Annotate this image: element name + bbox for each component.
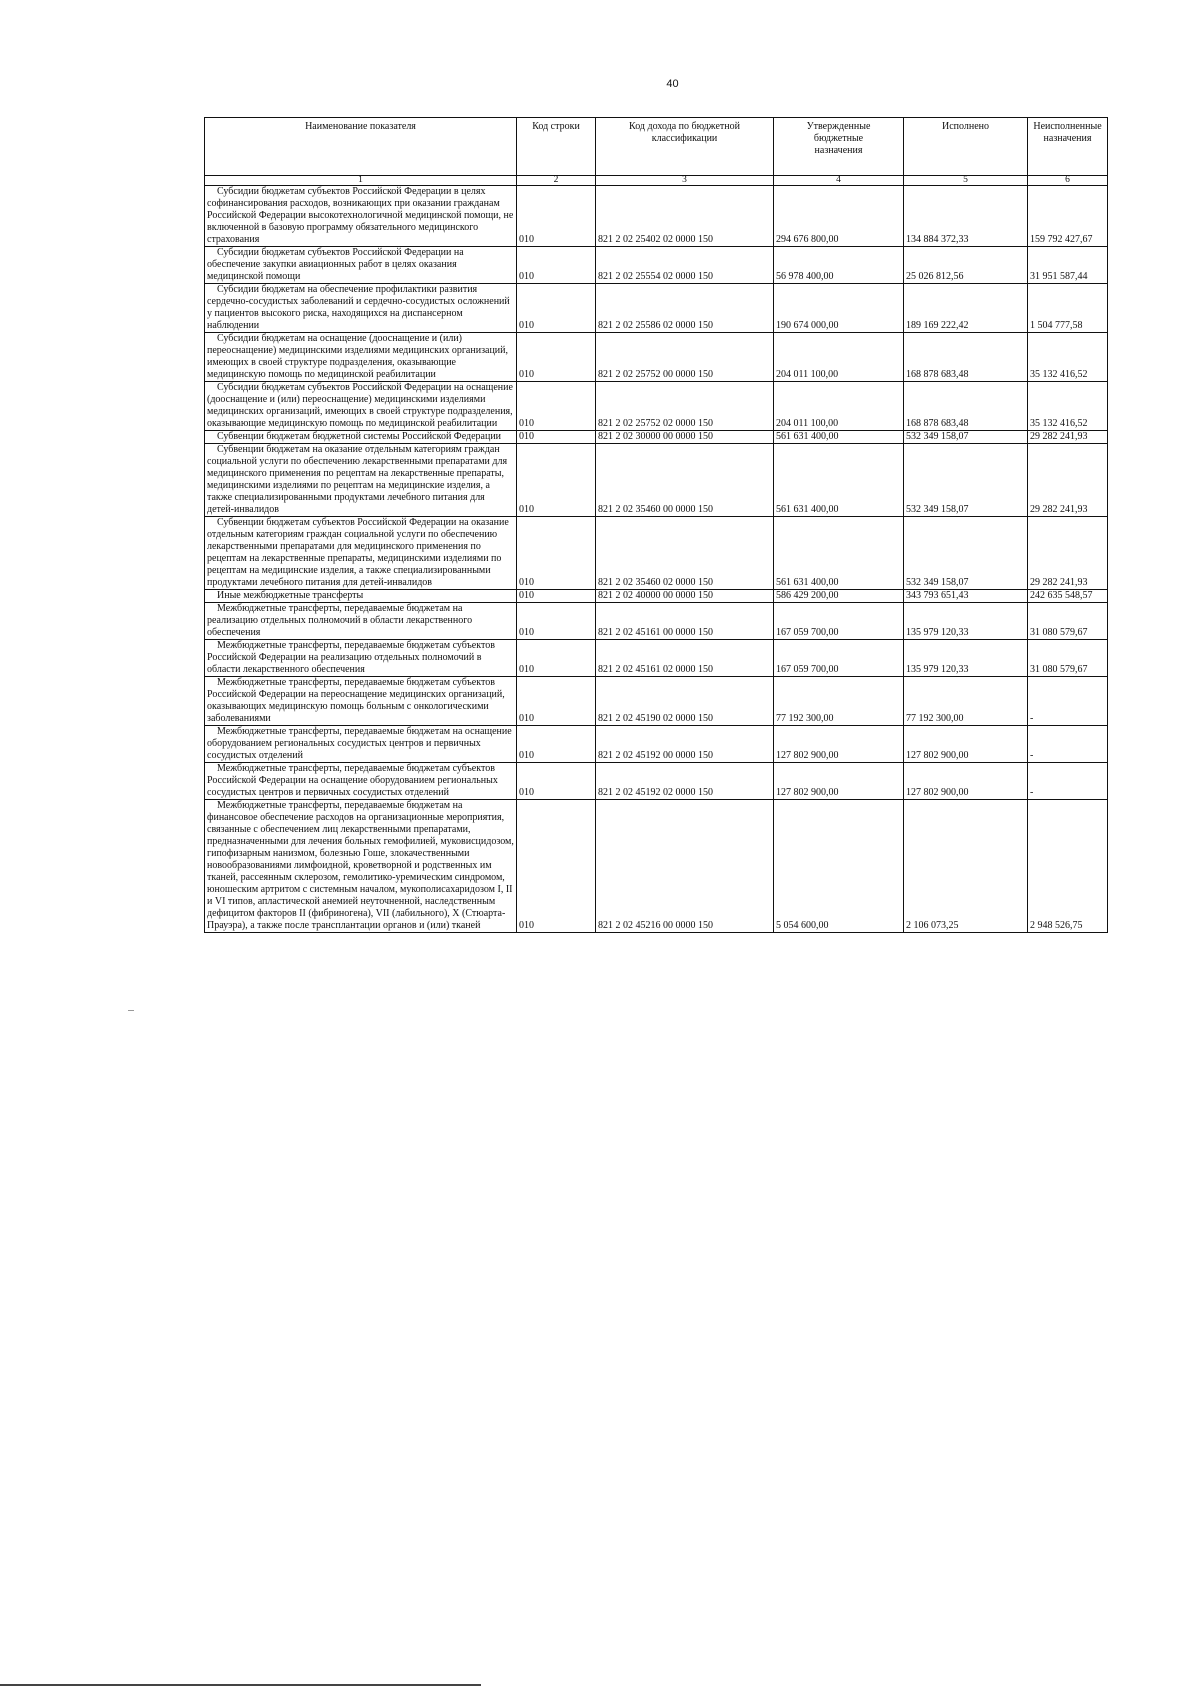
table-body	[205, 186, 1108, 933]
column-number: 6	[1028, 176, 1108, 186]
row-name: Межбюджетные трансферты, передаваемые бюджетам на реализацию отдельных полномочий в области лекарственного обеспечения	[205, 603, 517, 640]
row-unexecuted: 242 635 548,57	[1028, 590, 1108, 603]
row-income-code: 821 2 02 45161 00 0000 150	[596, 603, 774, 640]
column-number: 1	[205, 176, 517, 186]
header-income-code: Код дохода по бюджетной классификации	[596, 118, 774, 176]
column-number: 3	[596, 176, 774, 186]
row-line-code: 010	[517, 444, 596, 517]
row-approved: 190 674 000,00	[774, 284, 904, 333]
column-number: 5	[904, 176, 1028, 186]
column-number: 2	[517, 176, 596, 186]
row-line-code: 010	[517, 284, 596, 333]
row-approved: 586 429 200,00	[774, 590, 904, 603]
row-approved: 56 978 400,00	[774, 247, 904, 284]
header-unexecuted: Неисполненные назначения	[1028, 118, 1108, 176]
row-executed: 189 169 222,42	[904, 284, 1028, 333]
row-income-code: 821 2 02 35460 02 0000 150	[596, 517, 774, 590]
row-line-code: 010	[517, 247, 596, 284]
row-approved: 561 631 400,00	[774, 517, 904, 590]
row-unexecuted: 31 951 587,44	[1028, 247, 1108, 284]
table-row	[205, 677, 1108, 726]
table-row	[205, 726, 1108, 763]
row-line-code: 010	[517, 677, 596, 726]
row-approved: 167 059 700,00	[774, 603, 904, 640]
row-executed: 25 026 812,56	[904, 247, 1028, 284]
row-executed: 135 979 120,33	[904, 603, 1028, 640]
row-approved: 77 192 300,00	[774, 677, 904, 726]
table-row	[205, 800, 1108, 933]
row-line-code: 010	[517, 763, 596, 800]
row-unexecuted: 29 282 241,93	[1028, 444, 1108, 517]
row-unexecuted: 35 132 416,52	[1028, 333, 1108, 382]
row-line-code: 010	[517, 333, 596, 382]
row-approved: 167 059 700,00	[774, 640, 904, 677]
row-name: Межбюджетные трансферты, передаваемые бюджетам субъектов Российской Федерации на реализацию отдельных полномочий в области лекарственного обеспечения	[205, 640, 517, 677]
row-executed: 77 192 300,00	[904, 677, 1028, 726]
row-income-code: 821 2 02 25752 00 0000 150	[596, 333, 774, 382]
row-name: Межбюджетные трансферты, передаваемые бюджетам субъектов Российской Федерации на переоснащение медицинских организаций, оказывающих медицинскую помощь больным с онкологическими заболеваниями	[205, 677, 517, 726]
header-approved: Утвержденные бюджетные назначения	[774, 118, 904, 176]
row-income-code: 821 2 02 25752 02 0000 150	[596, 382, 774, 431]
column-number-row	[205, 176, 1108, 186]
row-approved: 127 802 900,00	[774, 763, 904, 800]
row-name: Субсидии бюджетам на оснащение (дооснащение и (или) переоснащение) медицинскими изделиями медицинских организаций, имеющих в своей структуре подразделения, оказывающие медицинскую помощь по медицинской реабилитации	[205, 333, 517, 382]
row-name: Межбюджетные трансферты, передаваемые бюджетам субъектов Российской Федерации на оснащение оборудованием региональных сосудистых центров и первичных сосудистых отделений	[205, 763, 517, 800]
page-number: 40	[666, 78, 679, 90]
table-row	[205, 284, 1108, 333]
header-executed: Исполнено	[904, 118, 1028, 176]
row-name: Субсидии бюджетам на обеспечение профилактики развития сердечно-сосудистых заболеваний и сердечно-сосудистых осложнений у пациентов высокого риска, находящихся на диспансерном наблюдении	[205, 284, 517, 333]
row-executed: 532 349 158,07	[904, 517, 1028, 590]
table-header-row	[205, 118, 1108, 176]
row-income-code: 821 2 02 25554 02 0000 150	[596, 247, 774, 284]
row-executed: 532 349 158,07	[904, 444, 1028, 517]
row-income-code: 821 2 02 45216 00 0000 150	[596, 800, 774, 933]
row-unexecuted: 35 132 416,52	[1028, 382, 1108, 431]
row-unexecuted: -	[1028, 726, 1108, 763]
row-approved: 561 631 400,00	[774, 431, 904, 444]
row-executed: 168 878 683,48	[904, 333, 1028, 382]
row-executed: 532 349 158,07	[904, 431, 1028, 444]
row-executed: 134 884 372,33	[904, 186, 1028, 247]
row-income-code: 821 2 02 40000 00 0000 150	[596, 590, 774, 603]
scan-edge-line	[0, 1684, 481, 1686]
budget-execution-table	[204, 117, 1108, 933]
row-income-code: 821 2 02 30000 00 0000 150	[596, 431, 774, 444]
table-row	[205, 333, 1108, 382]
row-name: Межбюджетные трансферты, передаваемые бюджетам на финансовое обеспечение расходов на организационные мероприятия, связанные с обеспечением лиц лекарственными препаратами, предназначенными для лечения больных гемофилией, муковисцидозом, гипофизарным нанизмом, болезнью Гоше, злокачественными новообразованиями лимфоидной, кроветворной и родственных им тканей, рассеянным склерозом, гемолитико-уремическим синдромом, юношеским артритом с системным началом, мукополисахаридозом I, II и VI типов, апластической анемией неуточненной, наследственным дефицитом факторов II (фибриногена), VII (лабильного), X (Стюарта-Прауэра), а также после трансплантации органов и (или) тканей	[205, 800, 517, 933]
row-line-code: 010	[517, 603, 596, 640]
row-approved: 204 011 100,00	[774, 333, 904, 382]
row-line-code: 010	[517, 382, 596, 431]
row-unexecuted: 29 282 241,93	[1028, 517, 1108, 590]
row-approved: 127 802 900,00	[774, 726, 904, 763]
row-income-code: 821 2 02 45192 00 0000 150	[596, 726, 774, 763]
row-unexecuted: 29 282 241,93	[1028, 431, 1108, 444]
row-executed: 343 793 651,43	[904, 590, 1028, 603]
row-line-code: 010	[517, 186, 596, 247]
table-row	[205, 247, 1108, 284]
table-row	[205, 603, 1108, 640]
row-unexecuted: 2 948 526,75	[1028, 800, 1108, 933]
row-executed: 168 878 683,48	[904, 382, 1028, 431]
table-row	[205, 590, 1108, 603]
row-line-code: 010	[517, 590, 596, 603]
row-unexecuted: 159 792 427,67	[1028, 186, 1108, 247]
header-indicator-name: Наименование показателя	[205, 118, 517, 176]
row-approved: 5 054 600,00	[774, 800, 904, 933]
row-income-code: 821 2 02 35460 00 0000 150	[596, 444, 774, 517]
table-row	[205, 431, 1108, 444]
table-row	[205, 517, 1108, 590]
row-name: Субвенции бюджетам на оказание отдельным категориям граждан социальной услуги по обеспечению лекарственными препаратами для медицинского применения по рецептам на лекарственные препараты, медицинскими изделиями по рецептам на медицинские изделия, а также специализированными продуктами лечебного питания для детей-инвалидов	[205, 444, 517, 517]
table-row	[205, 763, 1108, 800]
row-name: Субвенции бюджетам субъектов Российской Федерации на оказание отдельным категориям граждан социальной услуги по обеспечению лекарственными препаратами для медицинского применения по рецептам на лекарственные препараты, медицинскими изделиями по рецептам на медицинские изделия, а также специализированными продуктами лечебного питания для детей-инвалидов	[205, 517, 517, 590]
scan-mark	[128, 1010, 134, 1011]
row-line-code: 010	[517, 726, 596, 763]
row-approved: 294 676 800,00	[774, 186, 904, 247]
row-income-code: 821 2 02 45192 02 0000 150	[596, 763, 774, 800]
row-unexecuted: -	[1028, 763, 1108, 800]
row-executed: 135 979 120,33	[904, 640, 1028, 677]
row-income-code: 821 2 02 25586 02 0000 150	[596, 284, 774, 333]
row-unexecuted: 31 080 579,67	[1028, 603, 1108, 640]
row-name: Субсидии бюджетам субъектов Российской Федерации на обеспечение закупки авиационных работ в целях оказания медицинской помощи	[205, 247, 517, 284]
row-line-code: 010	[517, 431, 596, 444]
row-unexecuted: 31 080 579,67	[1028, 640, 1108, 677]
table-row	[205, 186, 1108, 247]
row-income-code: 821 2 02 45190 02 0000 150	[596, 677, 774, 726]
row-income-code: 821 2 02 45161 02 0000 150	[596, 640, 774, 677]
table-row	[205, 382, 1108, 431]
column-number: 4	[774, 176, 904, 186]
row-name: Субсидии бюджетам субъектов Российской Федерации на оснащение (дооснащение и (или) переоснащение) медицинскими изделиями медицинских организаций, имеющих в своей структуре подразделения, оказывающие медицинскую помощь по медицинской реабилитации	[205, 382, 517, 431]
row-line-code: 010	[517, 640, 596, 677]
row-line-code: 010	[517, 517, 596, 590]
row-approved: 561 631 400,00	[774, 444, 904, 517]
table-row	[205, 444, 1108, 517]
row-approved: 204 011 100,00	[774, 382, 904, 431]
row-unexecuted: 1 504 777,58	[1028, 284, 1108, 333]
row-income-code: 821 2 02 25402 02 0000 150	[596, 186, 774, 247]
row-line-code: 010	[517, 800, 596, 933]
row-name: Иные межбюджетные трансферты	[205, 590, 517, 603]
row-name: Субсидии бюджетам субъектов Российской Федерации в целях софинансирования расходов, возникающих при оказании гражданам Российской Федерации высокотехнологичной медицинской помощи, не включенной в базовую программу обязательного медицинского страхования	[205, 186, 517, 247]
row-name: Субвенции бюджетам бюджетной системы Российской Федерации	[205, 431, 517, 444]
row-executed: 2 106 073,25	[904, 800, 1028, 933]
row-executed: 127 802 900,00	[904, 763, 1028, 800]
table-row	[205, 640, 1108, 677]
row-unexecuted: -	[1028, 677, 1108, 726]
row-name: Межбюджетные трансферты, передаваемые бюджетам на оснащение оборудованием региональных сосудистых центров и первичных сосудистых отделений	[205, 726, 517, 763]
row-executed: 127 802 900,00	[904, 726, 1028, 763]
header-line-code: Код строки	[517, 118, 596, 176]
